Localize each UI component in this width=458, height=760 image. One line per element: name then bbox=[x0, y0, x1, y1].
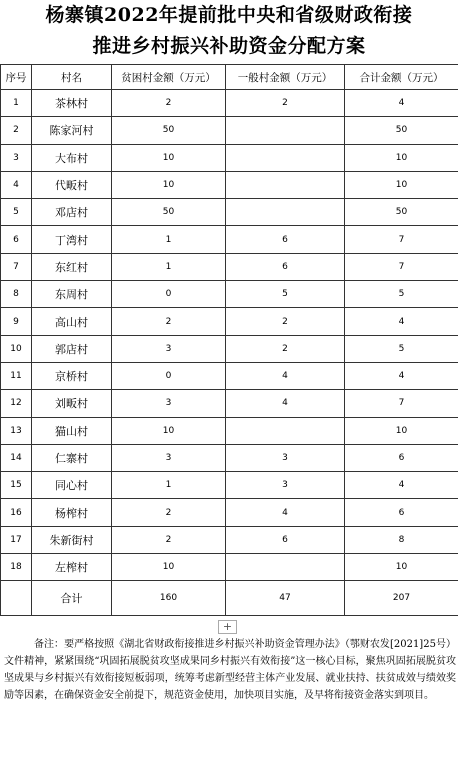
poor-village-amount: 10 bbox=[112, 144, 226, 171]
general-village-amount: 2 bbox=[226, 90, 345, 117]
total-amount: 5 bbox=[345, 335, 458, 362]
row-index: 11 bbox=[1, 362, 32, 389]
row-index: 9 bbox=[1, 308, 32, 335]
village-name: 仁寨村 bbox=[32, 444, 112, 471]
total-village-name: 合计 bbox=[32, 581, 112, 616]
total-amount: 7 bbox=[345, 390, 458, 417]
village-name: 猫山村 bbox=[32, 417, 112, 444]
general-village-amount bbox=[226, 199, 345, 226]
table-row bbox=[1, 199, 458, 226]
village-name: 朱新街村 bbox=[32, 526, 112, 553]
table-row bbox=[1, 390, 458, 417]
total-amount: 10 bbox=[345, 417, 458, 444]
row-index: 18 bbox=[1, 554, 32, 581]
total-amount: 5 bbox=[345, 281, 458, 308]
row-index: 8 bbox=[1, 281, 32, 308]
village-name: 丁湾村 bbox=[32, 226, 112, 253]
total-amount: 4 bbox=[345, 362, 458, 389]
table-row bbox=[1, 253, 458, 280]
row-index: 17 bbox=[1, 526, 32, 553]
village-name: 代畈村 bbox=[32, 171, 112, 198]
village-name: 大布村 bbox=[32, 144, 112, 171]
poor-village-amount: 2 bbox=[112, 90, 226, 117]
table-row bbox=[1, 171, 458, 198]
row-index: 7 bbox=[1, 253, 32, 280]
table-row bbox=[1, 472, 458, 499]
row-index: 12 bbox=[1, 390, 32, 417]
table-row bbox=[1, 281, 458, 308]
village-name: 东红村 bbox=[32, 253, 112, 280]
table-row bbox=[1, 90, 458, 117]
table-row bbox=[1, 444, 458, 471]
general-village-amount: 3 bbox=[226, 444, 345, 471]
row-index: 14 bbox=[1, 444, 32, 471]
total-amount: 4 bbox=[345, 90, 458, 117]
general-village-amount: 2 bbox=[226, 308, 345, 335]
general-village-amount: 6 bbox=[226, 253, 345, 280]
poor-village-amount: 10 bbox=[112, 417, 226, 444]
poor-village-amount: 10 bbox=[112, 554, 226, 581]
general-village-amount: 4 bbox=[226, 499, 345, 526]
village-name: 京桥村 bbox=[32, 362, 112, 389]
general-village-amount bbox=[226, 554, 345, 581]
general-village-amount bbox=[226, 417, 345, 444]
poor-village-amount: 1 bbox=[112, 253, 226, 280]
table-row bbox=[1, 499, 458, 526]
general-village-amount: 4 bbox=[226, 362, 345, 389]
village-name: 杨榨村 bbox=[32, 499, 112, 526]
poor-village-amount: 2 bbox=[112, 308, 226, 335]
total-amount: 6 bbox=[345, 444, 458, 471]
poor-village-amount: 3 bbox=[112, 335, 226, 362]
row-index: 1 bbox=[1, 90, 32, 117]
row-index: 15 bbox=[1, 472, 32, 499]
general-village-amount bbox=[226, 144, 345, 171]
total-amount: 7 bbox=[345, 253, 458, 280]
total-amount: 4 bbox=[345, 308, 458, 335]
poor-village-amount: 50 bbox=[112, 117, 226, 144]
header-index: 序号 bbox=[1, 65, 32, 90]
total-amount: 50 bbox=[345, 117, 458, 144]
poor-village-amount: 1 bbox=[112, 472, 226, 499]
village-name: 茶林村 bbox=[32, 90, 112, 117]
header-total-amount: 合计金额（万元） bbox=[345, 65, 458, 90]
general-village-amount: 6 bbox=[226, 226, 345, 253]
table-row bbox=[1, 226, 458, 253]
village-name: 东周村 bbox=[32, 281, 112, 308]
village-name: 刘畈村 bbox=[32, 390, 112, 417]
village-name: 同心村 bbox=[32, 472, 112, 499]
row-index: 2 bbox=[1, 117, 32, 144]
total-amount: 8 bbox=[345, 526, 458, 553]
allocation-table bbox=[0, 64, 458, 616]
poor-village-amount: 2 bbox=[112, 499, 226, 526]
header-poor-village-amount: 贫困村金额（万元） bbox=[112, 65, 226, 90]
row-index: 6 bbox=[1, 226, 32, 253]
poor-village-amount: 0 bbox=[112, 281, 226, 308]
add-row-button[interactable]: + bbox=[218, 620, 237, 634]
general-village-amount: 5 bbox=[226, 281, 345, 308]
general-village-amount: 6 bbox=[226, 526, 345, 553]
poor-village-amount: 50 bbox=[112, 199, 226, 226]
table-row bbox=[1, 554, 458, 581]
poor-village-amount: 3 bbox=[112, 444, 226, 471]
row-index: 13 bbox=[1, 417, 32, 444]
general-village-amount: 3 bbox=[226, 472, 345, 499]
row-index: 3 bbox=[1, 144, 32, 171]
row-index: 4 bbox=[1, 171, 32, 198]
total-amount: 6 bbox=[345, 499, 458, 526]
poor-village-amount: 2 bbox=[112, 526, 226, 553]
general-village-amount bbox=[226, 117, 345, 144]
remark-note: 备注：要严格按照《湖北省财政衔接推进乡村振兴补助资金管理办法》（鄂财农发[2021]25号）文件精神，紧紧围绕“巩固拓展脱贫攻坚成果同乡村振兴有效衔接”这一核心目标，聚焦巩固拓展脱贫攻坚成果与乡村振兴有效衔接短板弱项，统筹考虑新型经营主体产业发展、就业扶持、扶贫成效与绩效奖励等因素，在确保资金安全前提下，规范资金使用，加快项目实施，及早将衔接资金落实到项目。 bbox=[4, 639, 456, 701]
village-name: 郭店村 bbox=[32, 335, 112, 362]
table-row bbox=[1, 117, 458, 144]
village-name: 高山村 bbox=[32, 308, 112, 335]
poor-village-amount: 3 bbox=[112, 390, 226, 417]
row-index: 16 bbox=[1, 499, 32, 526]
general-village-amount: 2 bbox=[226, 335, 345, 362]
table-row bbox=[1, 417, 458, 444]
village-name: 左榨村 bbox=[32, 554, 112, 581]
total-total-amount: 207 bbox=[345, 581, 458, 616]
table-row bbox=[1, 526, 458, 553]
row-index: 5 bbox=[1, 199, 32, 226]
total-amount: 4 bbox=[345, 472, 458, 499]
poor-village-amount: 1 bbox=[112, 226, 226, 253]
total-row-index bbox=[1, 581, 32, 616]
table-row bbox=[1, 308, 458, 335]
table-row bbox=[1, 362, 458, 389]
table-header-row bbox=[1, 65, 458, 90]
poor-village-amount: 0 bbox=[112, 362, 226, 389]
village-name: 陈家河村 bbox=[32, 117, 112, 144]
total-row bbox=[1, 581, 458, 616]
general-village-amount: 4 bbox=[226, 390, 345, 417]
total-amount: 10 bbox=[345, 144, 458, 171]
title-line-1: 杨寨镇2022年提前批中央和省级财政衔接 bbox=[45, 4, 413, 26]
total-poor-village-amount: 160 bbox=[112, 581, 226, 616]
poor-village-amount: 10 bbox=[112, 171, 226, 198]
general-village-amount bbox=[226, 171, 345, 198]
table-row bbox=[1, 144, 458, 171]
total-amount: 50 bbox=[345, 199, 458, 226]
document-title bbox=[0, 0, 458, 62]
row-index: 10 bbox=[1, 335, 32, 362]
title-line-2: 推进乡村振兴补助资金分配方案 bbox=[92, 35, 366, 57]
village-name: 邓店村 bbox=[32, 199, 112, 226]
total-general-village-amount: 47 bbox=[226, 581, 345, 616]
header-village: 村名 bbox=[32, 65, 112, 90]
table-row bbox=[1, 335, 458, 362]
total-amount: 7 bbox=[345, 226, 458, 253]
total-amount: 10 bbox=[345, 171, 458, 198]
total-amount: 10 bbox=[345, 554, 458, 581]
header-general-village-amount: 一般村金额（万元） bbox=[226, 65, 345, 90]
